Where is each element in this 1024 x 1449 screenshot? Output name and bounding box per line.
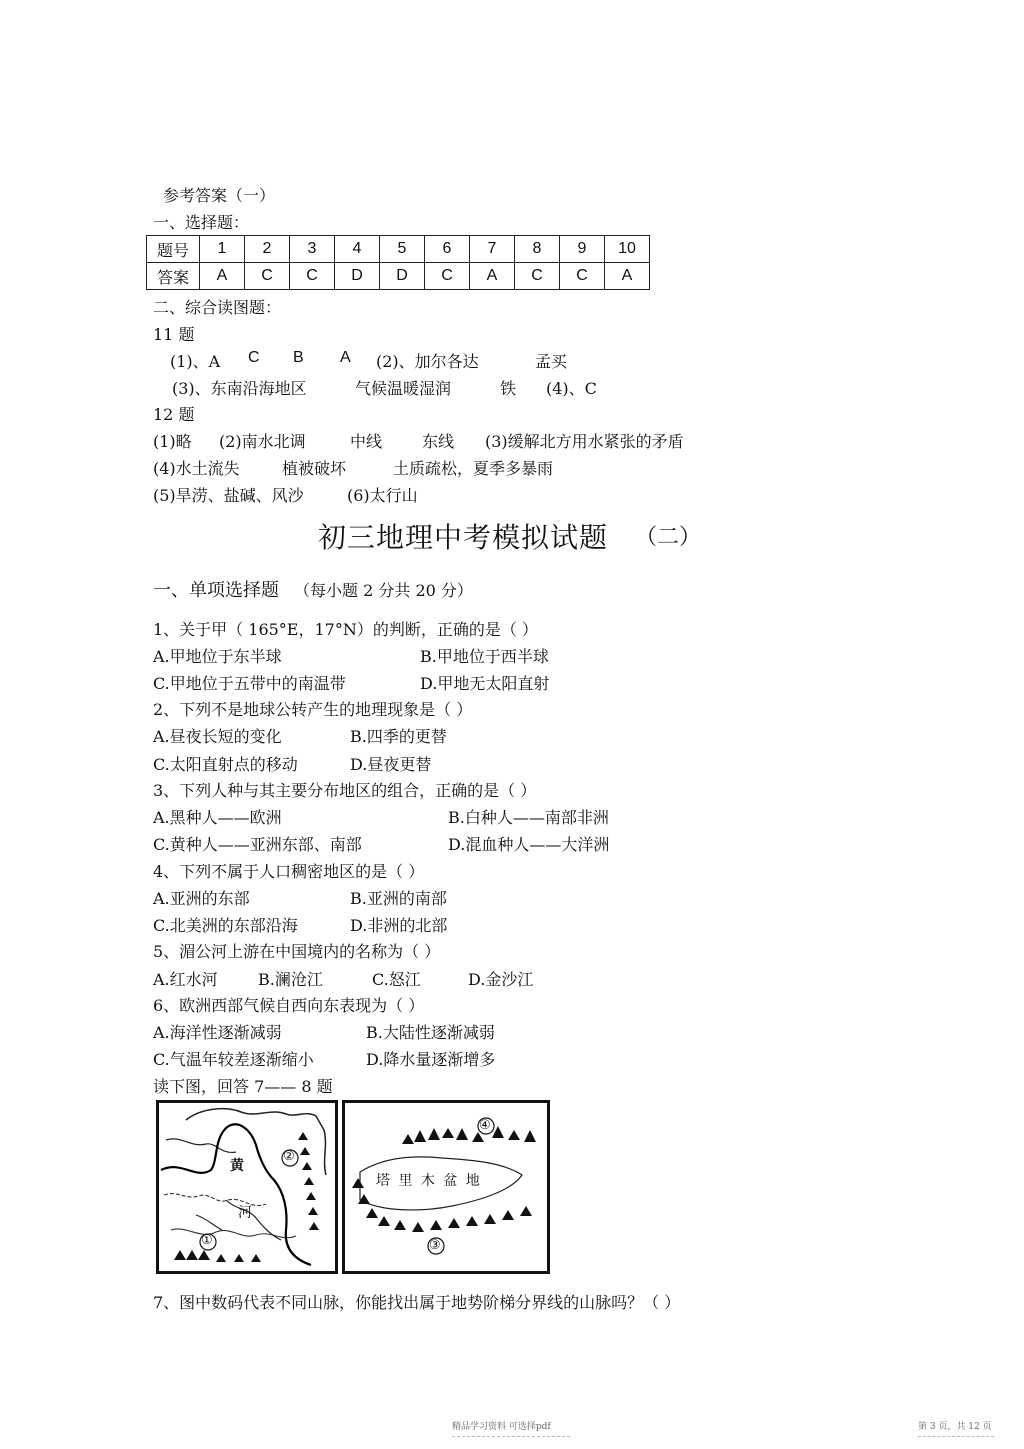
table-cell: C	[515, 263, 560, 290]
option: A.海洋性逐渐减弱	[153, 1023, 282, 1042]
answer-text: 气候温暖湿润	[355, 379, 452, 398]
section-note: （每小题 2 分共 20 分）	[294, 581, 473, 600]
option: C.黄种人——亚洲东部、南部	[153, 835, 362, 854]
table-cell: 3	[290, 236, 335, 263]
option: D.混血种人——大洋洲	[448, 835, 610, 854]
table-cell: C	[290, 263, 335, 290]
map-marker-3: ③	[429, 1238, 441, 1253]
option: A.昼夜长短的变化	[153, 727, 282, 746]
section2-label: 二、综合读图题：	[153, 298, 282, 317]
option: B.大陆性逐渐减弱	[366, 1023, 495, 1042]
option: D.金沙江	[468, 970, 534, 989]
option: C.北美洲的东部沿海	[153, 916, 298, 935]
option: B.甲地位于西半球	[420, 647, 549, 666]
option: C.太阳直射点的移动	[153, 755, 298, 774]
map-label-he: 河	[238, 1205, 252, 1221]
exam-title-suffix: （二）	[635, 525, 702, 550]
answer-text: 孟买	[535, 352, 568, 371]
table-cell: C	[425, 263, 470, 290]
table-cell: 10	[605, 236, 650, 263]
table-header-a: 答案	[147, 263, 200, 290]
option: B.四季的更替	[350, 727, 447, 746]
table-cell: D	[380, 263, 425, 290]
map-basin-label: 塔 里 木 盆 地	[376, 1173, 482, 1189]
question-stem: 6、欧洲西部气候自西向东表现为（ ）	[153, 996, 425, 1015]
answer-text: (3)缓解北方用水紧张的矛盾	[485, 432, 684, 451]
answer-text: 中线	[350, 432, 383, 451]
q11-label: 11 题	[153, 325, 195, 344]
question-stem: 5、湄公河上游在中国境内的名称为（ ）	[153, 942, 441, 961]
table-cell: C	[245, 263, 290, 290]
option: C.气温年较差逐渐缩小	[153, 1050, 314, 1069]
answer-text: (4)、C	[546, 379, 597, 398]
option: D.甲地无太阳直射	[420, 674, 550, 693]
table-cell: C	[560, 263, 605, 290]
map-marker-4: ④	[479, 1118, 491, 1133]
option: A.甲地位于东半球	[153, 647, 282, 666]
map-intro: 读下图，回答 7—— 8 题	[153, 1077, 333, 1096]
table-cell: 1	[200, 236, 245, 263]
answer-text: (3)、东南沿海地区	[172, 379, 307, 398]
option: D.昼夜更替	[350, 755, 432, 774]
answer-text: (1)略	[153, 432, 192, 451]
map-marker-1: ①	[201, 1233, 213, 1248]
option: B.亚洲的南部	[350, 889, 447, 908]
answer-text: (4)水土流失	[153, 459, 240, 478]
answer-text: 东线	[422, 432, 455, 451]
table-row	[147, 236, 650, 263]
answer-text: (1)、A	[170, 352, 221, 371]
table-cell: 4	[335, 236, 380, 263]
footer-divider	[452, 1436, 570, 1437]
answer-text: 植被破坏	[282, 459, 347, 478]
map-marker-2: ②	[283, 1149, 295, 1164]
section-title: 一、单项选择题	[153, 580, 279, 601]
answer-text: C	[248, 349, 260, 366]
option: C.怒江	[372, 970, 421, 989]
page-number: 第 3 页，共 12 页	[918, 1422, 992, 1432]
question-stem: 3、下列人种与其主要分布地区的组合，正确的是（ ）	[153, 781, 537, 800]
table-row	[147, 263, 650, 290]
option: A.亚洲的东部	[153, 889, 250, 908]
yellow-river-map	[156, 1100, 338, 1274]
table-cell: 6	[425, 236, 470, 263]
answer-text: B	[293, 349, 304, 366]
table-cell: 8	[515, 236, 560, 263]
answer-text: (2)南水北调	[219, 432, 306, 451]
option: A.黑种人——欧洲	[153, 808, 282, 827]
table-cell: A	[200, 263, 245, 290]
table-cell: A	[470, 263, 515, 290]
table-cell: 7	[470, 236, 515, 263]
option: A.红水河	[153, 970, 218, 989]
answer-text: (6)太行山	[347, 486, 418, 505]
option: C.甲地位于五带中的南温带	[153, 674, 346, 693]
answer-key-heading: 参考答案（一）	[163, 186, 276, 205]
question-stem: 1、关于甲（ 165°E，17°N）的判断，正确的是（ ）	[153, 620, 538, 639]
question-stem: 7、图中数码代表不同山脉，你能找出属于地势阶梯分界线的山脉吗？（ ）	[153, 1293, 681, 1312]
table-cell: 5	[380, 236, 425, 263]
answer-text: (5)旱涝、盐碱、风沙	[153, 486, 304, 505]
answer-text: 铁	[500, 379, 517, 398]
question-stem: 4、下列不属于人口稠密地区的是（ ）	[153, 862, 425, 881]
answer-table	[146, 235, 650, 290]
q12-label: 12 题	[153, 405, 195, 424]
table-header-q: 题号	[147, 236, 200, 263]
footer-divider	[918, 1436, 994, 1437]
option: D.非洲的北部	[350, 916, 448, 935]
option: B.白种人——南部非洲	[448, 808, 609, 827]
exam-title: 初三地理中考模拟试题	[318, 521, 609, 554]
table-cell: A	[605, 263, 650, 290]
table-cell: D	[335, 263, 380, 290]
map-label-huang: 黄	[230, 1158, 244, 1174]
answer-text: (2)、加尔各达	[376, 352, 479, 371]
question-stem: 2、下列不是地球公转产生的地理现象是（ ）	[153, 700, 473, 719]
option: B.澜沧江	[258, 970, 323, 989]
table-cell: 2	[245, 236, 290, 263]
footer-left: 精品学习资料 可选择pdf	[452, 1422, 551, 1432]
option: D.降水量逐渐增多	[366, 1050, 496, 1069]
section1-label: 一、选择题：	[153, 213, 250, 232]
table-cell: 9	[560, 236, 605, 263]
answer-text: A	[340, 349, 351, 366]
answer-text: 土质疏松，夏季多暴雨	[393, 459, 554, 478]
